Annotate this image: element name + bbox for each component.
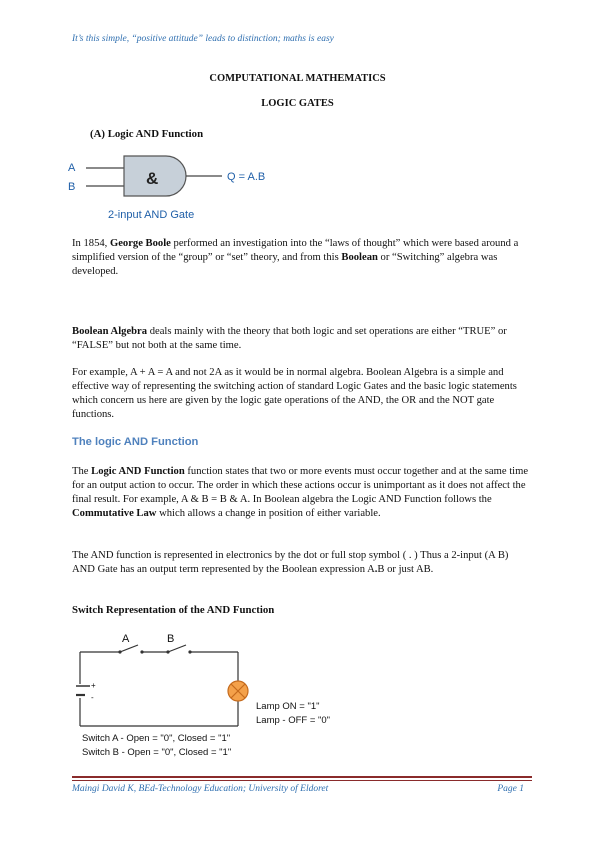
gate-caption: 2-input AND Gate — [108, 209, 195, 221]
footer-rule-thin — [72, 780, 532, 781]
switch-section-heading: Switch Representation of the AND Function — [72, 604, 275, 616]
input-a-label: A — [68, 162, 76, 174]
paragraph-boole: In 1854, George Boole performed an investigation into the “laws of thought” which were based around a simplified version of the “group” or “set” theory, and from this Boolean or “Switching” algebra was developed. — [72, 238, 519, 277]
switch-b-label: B — [167, 633, 175, 645]
switch-a-legend: Switch A - Open = "0", Closed = "1" — [82, 733, 231, 744]
document-subtitle: LOGIC GATES — [261, 98, 334, 109]
document-title: COMPUTATIONAL MATHEMATICS — [209, 73, 386, 84]
footer-author: Maingi David K, BEd-Technology Education; University of Eldoret — [72, 784, 329, 794]
section-a-heading — [90, 128, 203, 140]
logic-and-function-term: Logic AND Function — [91, 466, 185, 477]
commutative-law-term: Commutative Law — [72, 508, 157, 519]
paragraph-boolean-algebra: Boolean Algebra deals mainly with the theory that both logic and set operations are either “TRUE” or “FALSE” but not both at the same time. — [72, 326, 507, 351]
header-tagline: It’s this simple, “positive attitude” leads to distinction; maths is easy — [72, 34, 334, 44]
section-logic-and-heading: The logic AND Function — [72, 436, 199, 448]
and-gate-symbol: & — [146, 169, 159, 188]
switch-b-legend: Switch B - Open = "0", Closed = "1" — [82, 747, 232, 758]
footer — [72, 784, 532, 794]
footer-rule — [72, 776, 532, 778]
output-label: Q = A.B — [227, 171, 266, 183]
section-a-number: (A) — [90, 128, 105, 140]
switch-circuit-diagram — [76, 628, 346, 760]
switch-a-lever — [120, 645, 138, 652]
battery-plus: + — [91, 681, 96, 690]
paragraph-and-symbol: The AND function is represented in electronics by the dot or full stop symbol ( . ) Thus a 2-input (A B) AND Gate has an output term represented by the Boolean expression A.B or just AB. — [72, 550, 509, 575]
george-boole: George Boole — [109, 238, 171, 249]
section-a-title: Logic AND Function — [107, 128, 204, 140]
battery-minus: - — [91, 693, 94, 702]
paragraph-example: For example, A + A = A and not 2A as it would be in normal algebra. Boolean Algebra is a simple and effective way of representing the switching action of standard Logic Gates and the basic logic statements which concern us here are given by the logic gate operations of the AND, the OR and the NOT gate functions. — [72, 367, 517, 420]
switch-a-label: A — [122, 633, 130, 645]
lamp-on-label: Lamp ON = "1" — [256, 701, 320, 712]
input-b-label: B — [68, 181, 76, 193]
page-number: Page 1 — [497, 784, 524, 794]
switch-b-lever — [168, 645, 186, 652]
boolean-algebra-term: Boolean Algebra — [72, 326, 148, 337]
boolean-term: Boolean — [341, 252, 378, 263]
and-gate-diagram — [66, 148, 286, 222]
paragraph-logic-and: The Logic AND Function function states that two or more events must occur together and at the same time for an output action to occur. The order in which these actions occur is unimportant as it does not affect the final result. For example, A & B = B & A. In Boolean algebra the Logic AND Function follows the Commutative Law which allows a change in position of either variable. — [72, 466, 529, 519]
lamp-off-label: Lamp - OFF = "0" — [256, 715, 331, 726]
